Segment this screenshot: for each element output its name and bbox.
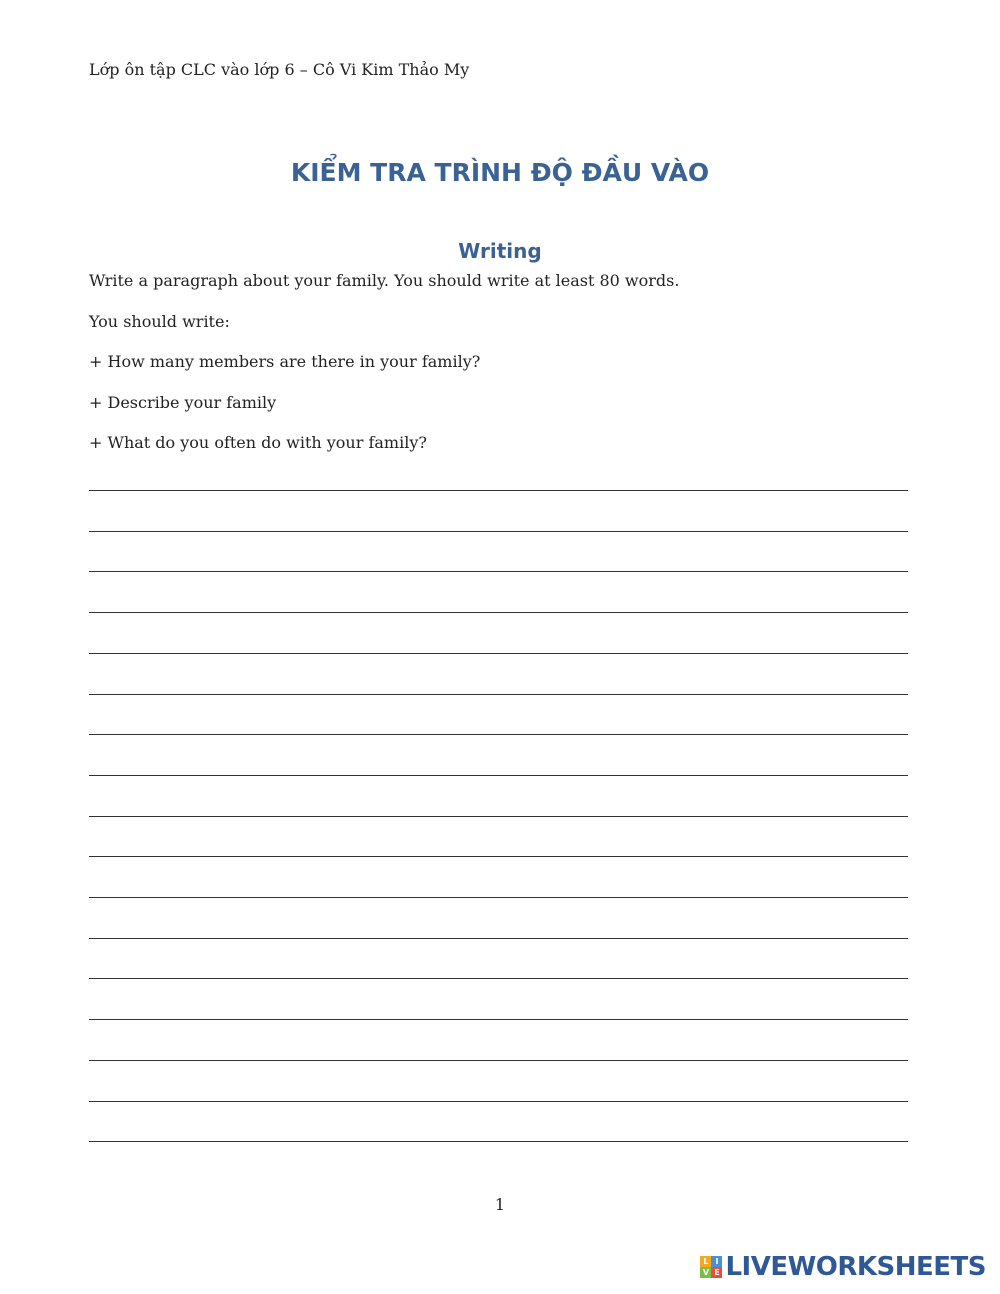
section-title: Writing bbox=[458, 239, 542, 263]
logo-tile-l: L bbox=[700, 1256, 711, 1267]
instruction-lead: You should write: bbox=[89, 312, 230, 331]
answer-line[interactable] bbox=[89, 897, 908, 898]
liveworksheets-logo bbox=[700, 1252, 986, 1282]
answer-line[interactable] bbox=[89, 653, 908, 654]
logo-tile-i: I bbox=[711, 1256, 722, 1267]
instruction-point-describe: + Describe your family bbox=[89, 393, 277, 412]
liveworksheets-icon bbox=[700, 1256, 722, 1278]
answer-line[interactable] bbox=[89, 978, 908, 979]
instruction-main: Write a paragraph about your family. You should write at least 80 words. bbox=[89, 271, 680, 290]
answer-line[interactable] bbox=[89, 816, 908, 817]
answer-line[interactable] bbox=[89, 734, 908, 735]
answer-line[interactable] bbox=[89, 938, 908, 939]
page-header: Lớp ôn tập CLC vào lớp 6 – Cô Vi Kim Thảo My bbox=[89, 60, 470, 79]
answer-line[interactable] bbox=[89, 694, 908, 695]
answer-line[interactable] bbox=[89, 1060, 908, 1061]
page-number: 1 bbox=[494, 1195, 506, 1214]
brand-name: LIVEWORKSHEETS bbox=[725, 1252, 986, 1282]
logo-tile-v: V bbox=[700, 1267, 711, 1278]
answer-line[interactable] bbox=[89, 531, 908, 532]
answer-line[interactable] bbox=[89, 490, 908, 491]
instruction-point-activities: + What do you often do with your family? bbox=[89, 433, 427, 452]
answer-line[interactable] bbox=[89, 1141, 908, 1142]
instruction-point-members: + How many members are there in your family? bbox=[89, 352, 481, 371]
page-title: KIỂM TRA TRÌNH ĐỘ ĐẦU VÀO bbox=[290, 158, 710, 187]
answer-line[interactable] bbox=[89, 1019, 908, 1020]
logo-tile-e: E bbox=[711, 1267, 722, 1278]
answer-line[interactable] bbox=[89, 775, 908, 776]
answer-line[interactable] bbox=[89, 1101, 908, 1102]
answer-line[interactable] bbox=[89, 856, 908, 857]
answer-line[interactable] bbox=[89, 612, 908, 613]
answer-line[interactable] bbox=[89, 571, 908, 572]
